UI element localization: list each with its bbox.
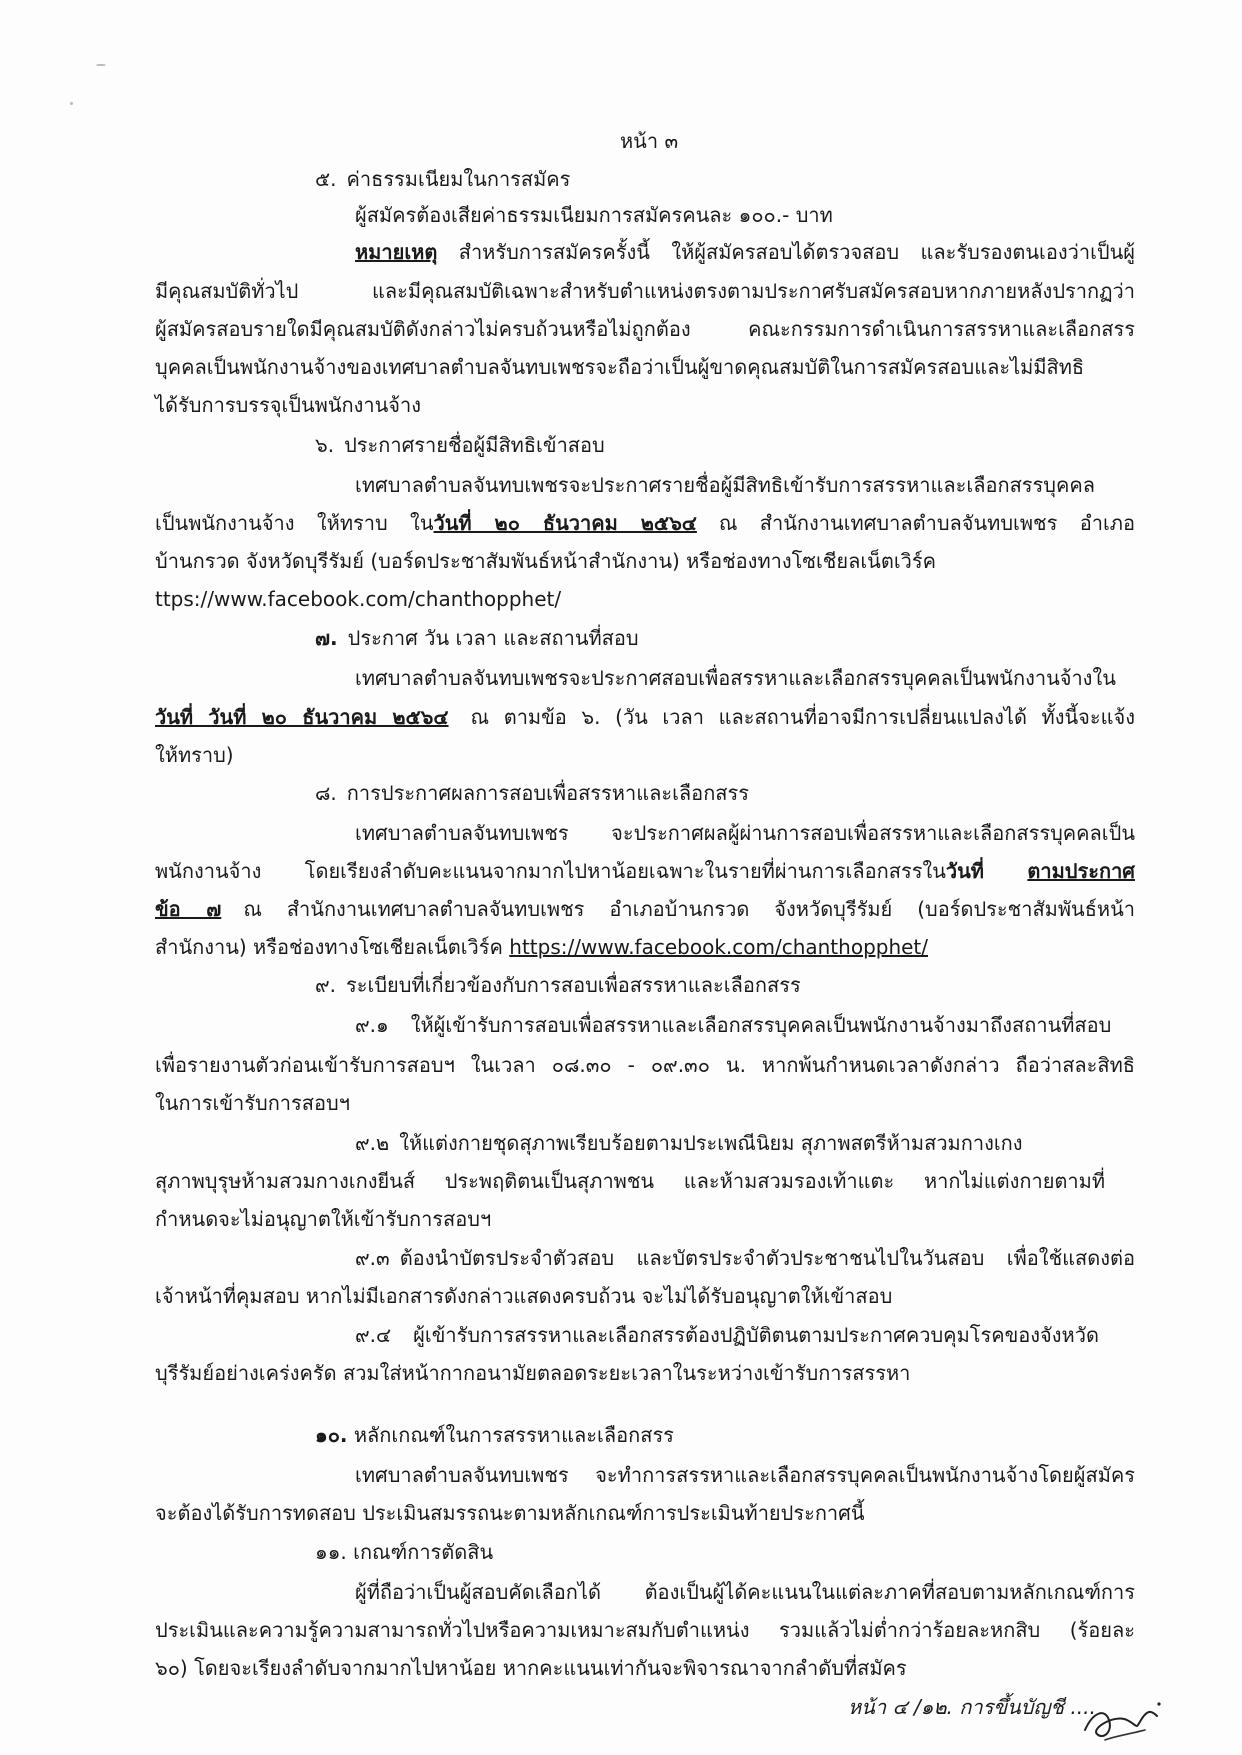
section-6-line-2: เป็นพนักงานจ้าง ให้ทราบ ในวันที่ ๒๐ ธันวาคม ๒๕๖๔ ณ สำนักงานเทศบาลตำบลจันทบเพชร อำเภอ [155,511,1135,535]
section-5-heading [315,164,570,194]
rule-9-1-line-2: เพื่อรายงานตัวก่อนเข้ารับการสอบฯ ในเวลา ๐๘.๓๐ - ๐๙.๓๐ น. หากพ้นกำหนดเวลาดังกล่าว ถือว่าสละสิทธิ [155,1053,1135,1077]
section-5-note-line-1: หมายเหตุ สำหรับการสมัครครั้งนี้ ให้ผู้สมัครสอบได้ตรวจสอบ และรับรองตนเองว่าเป็นผู้ [355,240,1135,264]
section-5-fee: ผู้สมัครต้องเสียค่าธรรมเนียมการสมัครคนละ ๑๐๐.- บาท [355,203,833,227]
facebook-link[interactable]: https://www.facebook.com/chanthopphet/ [509,935,929,959]
section-6-line-3: บ้านกรวด จังหวัดบุรีรัมย์ (บอร์ดประชาสัมพันธ์หน้าสำนักงาน) หรือช่องทางโซเชียลเน็ตเวิร์ค [155,549,937,573]
section-5-title: ค่าธรรมเนียมในการสมัคร [346,167,571,191]
section-7-line-1: เทศบาลตำบลจันทบเพชรจะประกาศสอบเพื่อสรรหาและเลือกสรรบุคคลเป็นพนักงานจ้างใน [355,666,1116,690]
section-7-line-3: ให้ทราบ) [155,743,234,767]
footer-dots: .... [1070,1695,1096,1719]
section-10-line-1: เทศบาลตำบลจันทบเพชร จะทำการสรรหาและเลือกสรรบุคคลเป็นพนักงานจ้างโดยผู้สมัคร [355,1463,1135,1487]
section-6-url: ttps://www.facebook.com/chanthopphet/ [155,587,562,611]
section-5-note-line-4: บุคคลเป็นพนักงานจ้างของเทศบาลตำบลจันทบเพชรจะถือว่าเป็นผู้ขาดคุณสมบัติในการสมัครสอบและไม่มีสิทธิ [155,355,1085,379]
rule-9-4-line-2: บุรีรัมย์อย่างเคร่งครัด สวมใส่หน้ากากอนามัยตลอดระยะเวลาในระหว่างเข้ารับการสรรหา [155,1361,911,1385]
page-number: หน้า ๓ [620,129,679,153]
section-9-number: ๙. [315,973,337,997]
section-5-note-line-3: ผู้สมัครสอบรายใดมีคุณสมบัติดังกล่าวไม่ครบถ้วนหรือไม่ถูกต้อง คณะกรรมการดำเนินการสรรหาและเลือกสรร [155,317,1135,341]
section-9-heading [315,970,801,1000]
section-11-line-3: ๖๐) โดยจะเรียงลำดับจากมากไปหาน้อย หากคะแนนเท่ากันจะพิจารณาจากลำดับที่สมัคร [155,1656,907,1680]
section-7-title: ประกาศ วัน เวลา และสถานที่สอบ [347,626,639,650]
section-11-line-2: ประเมินและความรู้ความสามารถทั่วไปหรือความเหมาะสมกับตำแหน่ง รวมแล้วไม่ต่ำกว่าร้อยละหกสิบ (ร้อยละ [155,1618,1135,1642]
section-6-line-1: เทศบาลตำบลจันทบเพชรจะประกาศรายชื่อผู้มีสิทธิเข้ารับการสรรหาและเลือกสรรบุคคล [355,473,1095,497]
section-11-line-1: ผู้ที่ถือว่าเป็นผู้สอบคัดเลือกได้ ต้องเป็นผู้ได้คะแนนในแต่ละภาคที่สอบตามหลักเกณฑ์การ [355,1580,1135,1604]
section-10-number: ๑๐. [315,1423,348,1447]
rule-9-2-line-3: กำหนดจะไม่อนุญาตให้เข้ารับการสอบฯ [155,1207,492,1231]
next-page-reference: หน้า ๔ /๑๒. การขึ้นบัญชี .... [848,1695,1096,1719]
section-10-heading [315,1420,674,1450]
section-6-title: ประกาศรายชื่อผู้มีสิทธิเข้าสอบ [344,433,605,457]
signature-image [1075,1690,1165,1745]
section-10-title: หลักเกณฑ์ในการสรรหาและเลือกสรร [353,1423,674,1447]
rule-9-3-line-2: เจ้าหน้าที่คุมสอบ หากไม่มีเอกสารดังกล่าวแสดงครบถ้วน จะไม่ได้รับอนุญาตให้เข้าสอบ [155,1284,893,1308]
rule-9-4-line-1: ๙.๔ ผู้เข้ารับการสรรหาและเลือกสรรต้องปฏิบัติตนตามประกาศควบคุมโรคของจังหวัด [355,1323,1099,1347]
announcement-date: วันที่ ๒๐ ธันวาคม ๒๕๖๔ [433,511,697,535]
note-label: หมายเหตุ [355,240,438,264]
exam-date: วันที่ วันที่ ๒๐ ธันวาคม ๒๕๖๔ [155,705,449,729]
section-8-line-1: เทศบาลตำบลจันทบเพชร จะประกาศผลผู้ผ่านการสอบเพื่อสรรหาและเลือกสรรบุคคลเป็น [355,821,1135,845]
section-11-heading [315,1537,493,1567]
section-10-line-2: จะต้องได้รับการทดสอบ ประเมินสมรรถนะตามหลักเกณฑ์การประเมินท้ายประกาศนี้ [155,1501,865,1525]
section-6-number: ๖. [315,433,335,457]
section-5-number: ๕. [315,167,337,191]
rule-9-2-line-1: ๙.๒ ให้แต่งกายชุดสุภาพเรียบร้อยตามประเพณีนิยม สุภาพสตรีห้ามสวมกางเกง [355,1131,1023,1155]
section-8-title: การประกาศผลการสอบเพื่อสรรหาและเลือกสรร [346,781,749,805]
section-8-number: ๘. [315,781,337,805]
section-5-note-line-5: ได้รับการบรรจุเป็นพนักงานจ้าง [155,393,422,417]
section-6-heading [315,430,605,460]
rule-9-3-line-1: ๙.๓ ต้องนำบัตรประจำตัวสอบ และบัตรประจำตัวประชาชนไปในวันสอบ เพื่อใช้แสดงต่อ [355,1246,1135,1270]
section-8-line-3: ข้อ ๗ ณ สำนักงานเทศบาลตำบลจันทบเพชร อำเภอบ้านกรวด จังหวัดบุรีรัมย์ (บอร์ดประชาสัมพันธ์หน้า [155,897,1136,921]
section-5-note-line-2: มีคุณสมบัติทั่วไป และมีคุณสมบัติเฉพาะสำหรับตำแหน่งตรงตามประกาศรับสมัครสอบหากภายหลังปรากฏว่า [155,279,1135,303]
section-8-heading [315,778,749,808]
section-11-number: ๑๑. [315,1540,347,1564]
scan-speck [70,102,73,105]
rule-9-1-line-3: ในการเข้ารับการสอบฯ [155,1091,350,1115]
section-7-number: ๗. [315,626,338,650]
section-8-line-2: พนักงานจ้าง โดยเรียงลำดับคะแนนจากมากไปหาน้อยเฉพาะในรายที่ผ่านการเลือกสรรในวันที่ ตามประกาศ [155,859,1135,883]
section-9-title: ระเบียบที่เกี่ยวข้องกับการสอบเพื่อสรรหาและเลือกสรร [346,973,801,997]
section-7-heading [315,623,639,653]
rule-9-2-line-2: สุภาพบุรุษห้ามสวมกางเกงยีนส์ ประพฤติตนเป็นสุภาพชน และห้ามสวมรองเท้าแตะ หากไม่แต่งกายตามที่ [155,1169,1105,1193]
section-11-title: เกณฑ์การตัดสิน [353,1540,494,1564]
scan-speck [96,64,106,66]
rule-9-1-line-1: ๙.๑ ให้ผู้เข้ารับการสอบเพื่อสรรหาและเลือกสรรบุคคลเป็นพนักงานจ้างมาถึงสถานที่สอบ [355,1013,1112,1037]
section-8-line-4: สำนักงาน) หรือช่องทางโซเชียลเน็ตเวิร์ค https://www.facebook.com/chanthopphet/ [155,935,929,959]
section-7-line-2: วันที่ วันที่ ๒๐ ธันวาคม ๒๕๖๔ ณ ตามข้อ ๖. (วัน เวลา และสถานที่อาจมีการเปลี่ยนแปลงได้ ทั้งนี้จะแจ้ง [155,705,1136,729]
